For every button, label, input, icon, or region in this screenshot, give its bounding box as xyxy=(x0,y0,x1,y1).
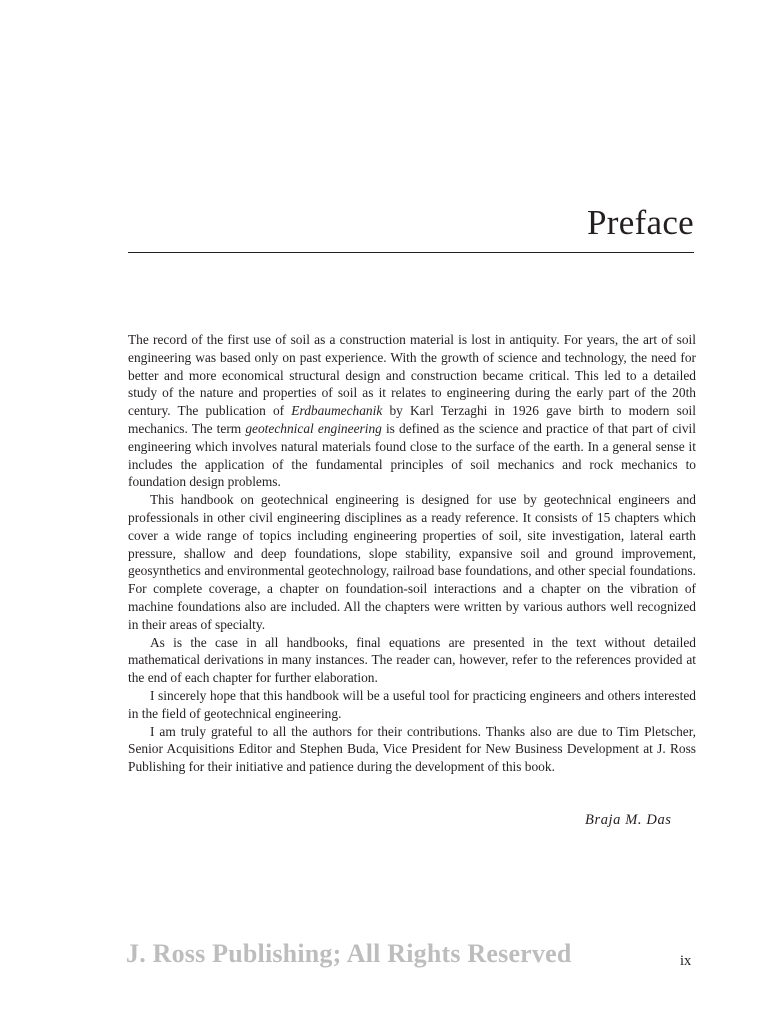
footer-watermark: J. Ross Publishing; All Rights Reserved xyxy=(126,939,572,968)
paragraph-1-text-a: The record of the first use of soil as a construction material is lost in antiquity. For years, the art of soil engineering was based only on past experience. With the growth of science and technology, the need for better and more economical structural design and construction became critical. This led to a detailed study of the nature and properties of soil as it relates to engineering during the early part of the 20th century. The publication of xyxy=(128,332,696,419)
page-title: Preface xyxy=(586,203,694,242)
author-signature: Braja M. Das xyxy=(585,812,672,828)
title-divider xyxy=(128,252,694,253)
page-number: ix xyxy=(680,953,692,969)
paragraph-3: As is the case in all handbooks, final equations are presented in the text without detailed mathematical derivations in many instances. The reader can, however, refer to the references provided at the end of each chapter for further elaboration. xyxy=(128,634,696,686)
paragraph-1-text-b: by Karl Terzaghi in 1926 gave birth to modern soil mechanics. The term xyxy=(128,403,697,436)
paragraph-4: I sincerely hope that this handbook will be a useful tool for practicing engineers and others interested in the field of geotechnical engineering. xyxy=(128,687,696,721)
preface-body xyxy=(128,331,696,776)
paragraph-1-text-c: is defined as the science and practice of that part of civil engineering which involves natural materials found close to the surface of the earth. In a general sense it includes the application of the fundamental principles of soil mechanics and rock mechanics to foundation design problems. xyxy=(128,420,696,490)
term-geotechnical-engineering: geotechnical engineering xyxy=(245,420,382,436)
book-title-erdbaumechanik: Erdbaumechanik xyxy=(291,403,383,419)
paragraph-2: This handbook on geotechnical engineering is designed for use by geotechnical engineers and professionals in other civil engineering disciplines as a ready reference. It consists of 15 chapters which cover a wide range of topics including engineering properties of soil, site investigation, lateral earth pressure, shallow and deep foundations, slope stability, expansive soil and ground improvement, geosynthetics and environmental geotechnology, railroad base foundations, and other special foundations. For complete coverage, a chapter on foundation-soil interactions and a chapter on the vibration of machine foundations also are included. All the chapters were written by various authors well recognized in their areas of specialty. xyxy=(128,492,696,632)
paragraph-5: I am truly grateful to all the authors for their contributions. Thanks also are due to Tim Pletscher, Senior Acquisitions Editor and Stephen Buda, Vice President for New Business Development at J. Ross Publishing for their initiative and patience during the development of this book. xyxy=(128,723,696,775)
paragraph-1 xyxy=(128,331,696,491)
